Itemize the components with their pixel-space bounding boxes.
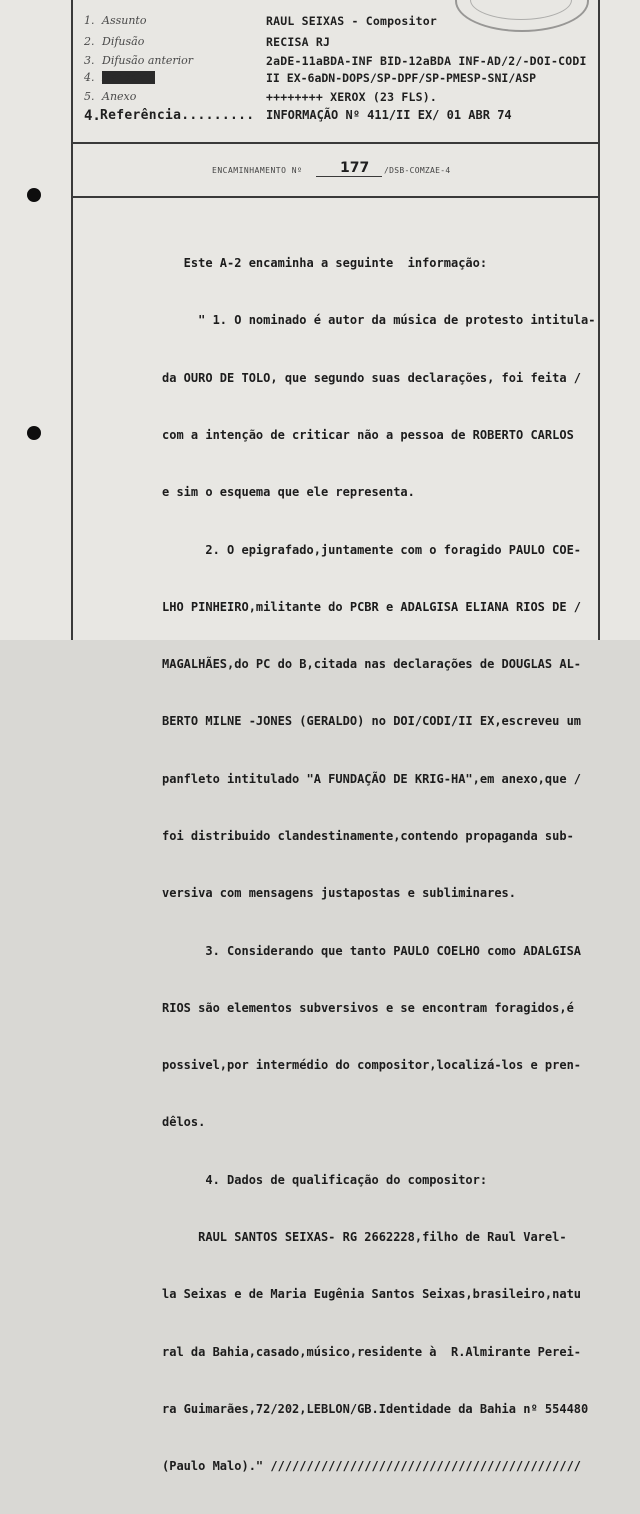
- body-line: RAUL SANTOS SEIXAS- RG 2662228,filho de Raul Varel-: [162, 1229, 567, 1244]
- body-line: foi distribuido clandestinamente,contendo propaganda sub-: [162, 829, 574, 843]
- encaminhamento-underline: [316, 176, 382, 177]
- body-line: versiva com mensagens justapostas e subliminares.: [162, 886, 517, 901]
- body-line: MAGALHÃES,do PC do B,citada nas declarações de DOUGLAS AL-: [162, 657, 582, 672]
- body-line: la Seixas e de Maria Eugênia Santos Seixas,brasileiro,natu: [162, 1287, 582, 1302]
- body-line: possivel,por intermédio do compositor,localizá-los e pren-: [162, 1058, 582, 1073]
- document-body: [162, 216, 598, 1514]
- field-referencia: 4. Referência......... INFORMAÇÃO Nº 411/II EX/ 01 ABR 74: [84, 108, 512, 124]
- body-line: dêlos.: [162, 1115, 206, 1130]
- body-line: (Paulo Malo)." ///////////////////////////////////////////: [162, 1459, 582, 1474]
- field-difusao-anterior: 3. Difusão anterior 2aDE-11aBDA-INF BID-12aBDA INF-AD/2/-DOI-CODI: [84, 54, 587, 68]
- field-difusao: 2. Difusão RECISA RJ: [84, 35, 331, 49]
- body-line: " 1. O nominado é autor da música de protesto intitula-: [162, 313, 596, 328]
- encaminhamento-label: ENCAMINHAMENTO Nº: [212, 166, 303, 175]
- punch-hole-top: [27, 188, 41, 202]
- punch-hole-bottom: [27, 426, 41, 440]
- body-line: e sim o esquema que ele representa.: [162, 485, 415, 500]
- body-line: da OURO DE TOLO, que segundo suas declarações, foi feita /: [162, 370, 582, 385]
- encaminhamento-line: [0, 160, 640, 182]
- body-line: com a intenção de criticar não a pessoa de ROBERTO CARLOS: [162, 428, 574, 443]
- body-line: BERTO MILNE -JONES (GERALDO) no DOI/CODI/II EX,escreveu um: [162, 714, 582, 729]
- encaminhamento-number: 177: [340, 160, 370, 176]
- encaminhamento-divider: [72, 196, 599, 198]
- body-line: ral da Bahia,casado,músico,residente à R.Almirante Perei-: [162, 1344, 582, 1359]
- header-divider: [72, 142, 599, 144]
- body-line: RIOS são elementos subversivos e se encontram foragidos,é: [162, 1000, 574, 1015]
- field-redacted: 4. Redacted II EX-6aDN-DOPS/SP-DPF/SP-PMESP-SNI/ASP: [84, 71, 537, 85]
- body-line: panfleto intitulado "A FUNDAÇÃO DE KRIG-HA",em anexo,que /: [162, 771, 582, 786]
- body-line: Este A-2 encaminha a seguinte informação:: [162, 256, 488, 271]
- body-line: 4. Dados de qualificação do compositor:: [162, 1172, 488, 1187]
- encaminhamento-suffix: /DSB-COMZAE-4: [384, 166, 451, 175]
- body-line: 2. O epigrafado,juntamente com o foragido PAULO COE-: [162, 542, 582, 557]
- field-assunto: 1. Assunto RAUL SEIXAS - Compositor: [84, 14, 437, 28]
- body-line: LHO PINHEIRO,militante do PCBR e ADALGISA ELIANA RIOS DE /: [162, 599, 582, 614]
- body-line: ra Guimarães,72/202,LEBLON/GB.Identidade da Bahia nº 554480: [162, 1401, 589, 1416]
- redacted-label: Redacted: [102, 71, 155, 84]
- body-line: 3. Considerando que tanto PAULO COELHO como ADALGISA: [162, 943, 582, 958]
- field-anexo: 5. Anexo ++++++++ XEROX (23 FLS).: [84, 90, 437, 104]
